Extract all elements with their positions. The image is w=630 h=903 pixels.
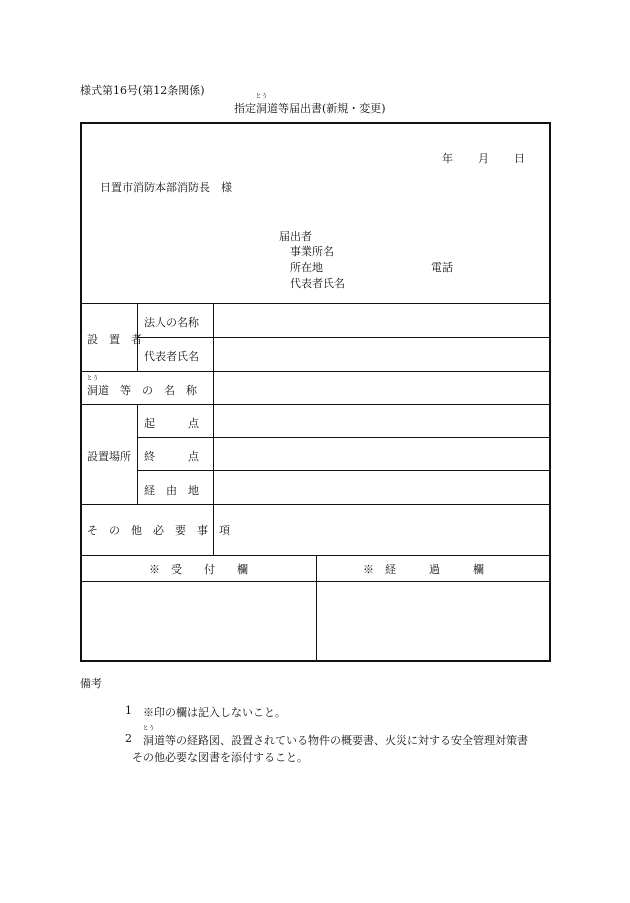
addressee: 日置市消防本部消防長 様 [100,181,232,194]
tunnel-name-rest: 道 等 の 名 称 [98,384,197,397]
note-1-number: 1 [125,704,132,717]
date-month-label: 月 [478,152,489,165]
representative-label: 代表者氏名 [290,277,345,290]
start-point-field[interactable] [214,405,549,437]
corp-name-label: 法人の名称 [144,316,199,329]
via-point-label: 経 由 地 [144,484,199,497]
corp-name-field[interactable] [214,304,549,337]
note-2-ruby-text: とう [142,725,155,732]
address-label: 所在地 [290,261,323,274]
note-2-number: 2 [125,732,132,745]
notes-heading: 備考 [80,677,102,690]
tunnel-ruby-text: とう [86,375,99,382]
tunnel-ruby-wrapper [86,375,99,398]
progress-header: ※ 経 過 欄 [363,563,484,576]
tunnel-name-label [86,375,197,398]
date-year-label: 年 [442,152,453,165]
end-point-field[interactable] [214,438,549,470]
title-ruby-char: 洞 [256,102,267,115]
office-name-label: 事業所名 [290,245,334,258]
note-2-ruby-wrapper [142,725,155,748]
via-point-field[interactable] [214,471,549,504]
note-2-text [142,725,528,748]
reception-header: ※ 受 付 欄 [149,563,248,576]
title-ruby-char-wrapper [255,93,268,116]
rep-name-label: 代表者氏名 [144,350,199,363]
other-items-label: そ の 他 必 要 事 項 [87,524,230,537]
location-label: 設置場所 [87,450,131,463]
note-2-rest: 道等の経路図、設置されている物件の概要書、火災に対する安全管理対策書 [154,734,528,747]
note-2-ruby-char: 洞 [143,734,154,747]
note-1-text: ※印の欄は記入しないこと。 [143,706,286,719]
progress-area [317,582,549,660]
page-title [234,93,386,116]
applicant-label: 届出者 [279,230,312,243]
tunnel-ruby-char: 洞 [87,384,98,397]
rep-name-field[interactable] [214,338,549,371]
title-ruby-text: とう [255,93,268,100]
vline-location-split [137,404,138,504]
form-number: 様式第16号(第12条関係) [80,84,205,97]
other-items-field[interactable] [214,505,549,555]
title-prefix: 指定 [234,102,256,115]
title-rest: 道等届出書(新規・変更) [267,102,386,115]
end-point-label: 終 点 [144,450,199,463]
phone-label: 電話 [431,261,453,274]
installer-label: 設 置 者 [87,333,142,346]
start-point-label: 起 点 [144,417,199,430]
tunnel-name-field[interactable] [214,372,549,404]
form-table [80,122,551,662]
note-2-line-2: その他必要な図書を添付すること。 [132,751,308,764]
reception-area [82,582,316,660]
date-day-label: 日 [514,152,525,165]
